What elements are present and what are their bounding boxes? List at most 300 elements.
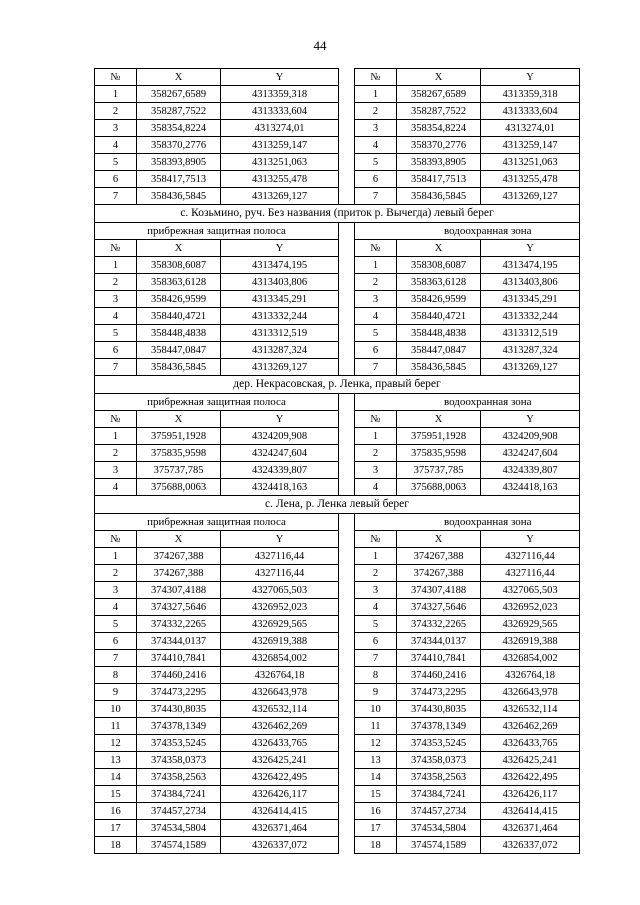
y-coordinate-left: 4313274,01	[221, 120, 339, 137]
x-coordinate-left: 374307,4188	[137, 582, 221, 599]
y-coordinate-right: 4326952,023	[481, 599, 580, 616]
y-coordinate-right: 4326426,117	[481, 786, 580, 803]
y-coordinate-left: 4326462,269	[221, 718, 339, 735]
x-coordinate-left: 358370,2776	[137, 137, 221, 154]
y-coordinate-left: 4326337,072	[221, 837, 339, 854]
y-coordinate-left: 4326414,415	[221, 803, 339, 820]
point-number-left: 2	[95, 445, 137, 462]
table-row	[95, 752, 580, 769]
point-number-right: 2	[355, 274, 397, 291]
x-coordinate-right: 358426,9599	[397, 291, 481, 308]
y-coordinate-left: 4313251,063	[221, 154, 339, 171]
y-coordinate-left: 4313345,291	[221, 291, 339, 308]
point-number-right: 4	[355, 308, 397, 325]
table-row	[95, 803, 580, 820]
table-row	[95, 445, 580, 462]
x-coordinate-right: 358417,7513	[397, 171, 481, 188]
point-number-left: 5	[95, 616, 137, 633]
column-gap	[339, 188, 355, 205]
header-y-left: Y	[221, 411, 339, 428]
point-number-right: 6	[355, 342, 397, 359]
column-gap	[339, 752, 355, 769]
point-number-left: 2	[95, 274, 137, 291]
x-coordinate-right: 374358,0373	[397, 752, 481, 769]
y-coordinate-right: 4327116,44	[481, 565, 580, 582]
header-y-right: Y	[481, 240, 580, 257]
column-gap	[339, 514, 355, 531]
y-coordinate-right: 4326532,114	[481, 701, 580, 718]
y-coordinate-left: 4313269,127	[221, 188, 339, 205]
section-title-row	[95, 205, 580, 223]
zone-label-blank	[355, 394, 397, 411]
column-gap	[339, 462, 355, 479]
column-gap	[339, 786, 355, 803]
column-gap	[339, 171, 355, 188]
x-coordinate-right: 374332,2265	[397, 616, 481, 633]
column-gap	[339, 735, 355, 752]
y-coordinate-left: 4324418,163	[221, 479, 339, 496]
x-coordinate-right: 358354,8224	[397, 120, 481, 137]
column-gap	[339, 240, 355, 257]
table-row	[95, 257, 580, 274]
column-gap	[339, 667, 355, 684]
y-coordinate-right: 4313255,478	[481, 171, 580, 188]
x-coordinate-left: 375688,0063	[137, 479, 221, 496]
y-coordinate-left: 4313333,604	[221, 103, 339, 120]
header-num-left: №	[95, 531, 137, 548]
header-y-right: Y	[481, 69, 580, 86]
x-coordinate-left: 374574,1589	[137, 837, 221, 854]
point-number-left: 6	[95, 171, 137, 188]
table-row	[95, 120, 580, 137]
point-number-right: 6	[355, 171, 397, 188]
x-coordinate-right: 358287,7522	[397, 103, 481, 120]
x-coordinate-left: 374267,388	[137, 565, 221, 582]
y-coordinate-right: 4326433,765	[481, 735, 580, 752]
point-number-right: 18	[355, 837, 397, 854]
column-gap	[339, 531, 355, 548]
y-coordinate-left: 4313287,324	[221, 342, 339, 359]
table-row	[95, 633, 580, 650]
table-row	[95, 308, 580, 325]
y-coordinate-left: 4326952,023	[221, 599, 339, 616]
x-coordinate-right: 374410,7841	[397, 650, 481, 667]
table-row	[95, 565, 580, 582]
x-coordinate-right: 374473,2295	[397, 684, 481, 701]
point-number-left: 16	[95, 803, 137, 820]
column-gap	[339, 120, 355, 137]
y-coordinate-left: 4313312,519	[221, 325, 339, 342]
column-gap	[339, 599, 355, 616]
table-row	[95, 137, 580, 154]
point-number-right: 12	[355, 735, 397, 752]
column-gap	[339, 616, 355, 633]
y-coordinate-left: 4324209,908	[221, 428, 339, 445]
x-coordinate-right: 358448,4838	[397, 325, 481, 342]
header-x-left: X	[137, 531, 221, 548]
y-coordinate-left: 4324339,807	[221, 462, 339, 479]
y-coordinate-left: 4326426,117	[221, 786, 339, 803]
column-gap	[339, 69, 355, 86]
header-y-right: Y	[481, 531, 580, 548]
column-gap	[339, 701, 355, 718]
column-gap	[339, 650, 355, 667]
y-coordinate-left: 4326929,565	[221, 616, 339, 633]
point-number-right: 9	[355, 684, 397, 701]
point-number-left: 8	[95, 667, 137, 684]
column-gap	[339, 257, 355, 274]
point-number-left: 5	[95, 154, 137, 171]
x-coordinate-right: 374267,388	[397, 565, 481, 582]
table-row	[95, 718, 580, 735]
zone-label-row	[95, 514, 580, 531]
point-number-right: 15	[355, 786, 397, 803]
x-coordinate-right: 358363,6128	[397, 274, 481, 291]
point-number-left: 17	[95, 820, 137, 837]
coordinates-document	[94, 68, 579, 854]
zone-label-left: прибрежная защитная полоса	[95, 394, 339, 411]
x-coordinate-left: 358436,5845	[137, 359, 221, 376]
column-header-row	[95, 240, 580, 257]
y-coordinate-right: 4324209,908	[481, 428, 580, 445]
column-gap	[339, 837, 355, 854]
y-coordinate-left: 4326371,464	[221, 820, 339, 837]
y-coordinate-right: 4327116,44	[481, 548, 580, 565]
y-coordinate-right: 4313269,127	[481, 359, 580, 376]
column-gap	[339, 684, 355, 701]
point-number-left: 2	[95, 565, 137, 582]
header-num-left: №	[95, 411, 137, 428]
x-coordinate-right: 358436,5845	[397, 188, 481, 205]
column-header-row	[95, 531, 580, 548]
y-coordinate-left: 4313474,195	[221, 257, 339, 274]
point-number-right: 3	[355, 582, 397, 599]
y-coordinate-left: 4313269,127	[221, 359, 339, 376]
y-coordinate-right: 4313287,324	[481, 342, 580, 359]
y-coordinate-right: 4324247,604	[481, 445, 580, 462]
point-number-left: 18	[95, 837, 137, 854]
x-coordinate-left: 374267,388	[137, 548, 221, 565]
x-coordinate-right: 374378,1349	[397, 718, 481, 735]
x-coordinate-left: 358363,6128	[137, 274, 221, 291]
table-row	[95, 428, 580, 445]
y-coordinate-right: 4326425,241	[481, 752, 580, 769]
zone-label-blank	[355, 223, 397, 240]
column-gap	[339, 718, 355, 735]
point-number-left: 9	[95, 684, 137, 701]
table-row	[95, 769, 580, 786]
table-row	[95, 325, 580, 342]
x-coordinate-left: 358426,9599	[137, 291, 221, 308]
header-y-left: Y	[221, 531, 339, 548]
point-number-right: 3	[355, 120, 397, 137]
x-coordinate-right: 358308,6087	[397, 257, 481, 274]
x-coordinate-right: 375835,9598	[397, 445, 481, 462]
header-x-right: X	[397, 240, 481, 257]
x-coordinate-left: 358417,7513	[137, 171, 221, 188]
x-coordinate-left: 358440,4721	[137, 308, 221, 325]
header-num-right: №	[355, 69, 397, 86]
zone-label-left: прибрежная защитная полоса	[95, 223, 339, 240]
x-coordinate-right: 374534,5804	[397, 820, 481, 837]
point-number-right: 5	[355, 616, 397, 633]
x-coordinate-left: 358448,4838	[137, 325, 221, 342]
point-number-right: 1	[355, 257, 397, 274]
table-row	[95, 837, 580, 854]
y-coordinate-left: 4327065,503	[221, 582, 339, 599]
y-coordinate-left: 4313259,147	[221, 137, 339, 154]
x-coordinate-right: 374344,0137	[397, 633, 481, 650]
table-row	[95, 820, 580, 837]
table-row	[95, 701, 580, 718]
x-coordinate-left: 374457,2734	[137, 803, 221, 820]
point-number-right: 1	[355, 548, 397, 565]
point-number-left: 4	[95, 479, 137, 496]
y-coordinate-left: 4326854,002	[221, 650, 339, 667]
point-number-left: 1	[95, 257, 137, 274]
header-x-left: X	[137, 411, 221, 428]
y-coordinate-right: 4326337,072	[481, 837, 580, 854]
column-gap	[339, 445, 355, 462]
y-coordinate-left: 4313332,244	[221, 308, 339, 325]
x-coordinate-right: 374327,5646	[397, 599, 481, 616]
header-x-right: X	[397, 411, 481, 428]
x-coordinate-right: 358393,8905	[397, 154, 481, 171]
point-number-right: 3	[355, 462, 397, 479]
section-title: дер. Некрасовская, р. Ленка, правый берег	[95, 376, 580, 394]
x-coordinate-right: 374460,2416	[397, 667, 481, 684]
point-number-left: 4	[95, 137, 137, 154]
y-coordinate-right: 4326764,18	[481, 667, 580, 684]
x-coordinate-left: 374384,7241	[137, 786, 221, 803]
zone-label-right: водоохранная зона	[397, 223, 580, 240]
column-gap	[339, 223, 355, 240]
zone-label-left: прибрежная защитная полоса	[95, 514, 339, 531]
x-coordinate-right: 358436,5845	[397, 359, 481, 376]
column-gap	[339, 548, 355, 565]
x-coordinate-right: 374384,7241	[397, 786, 481, 803]
point-number-right: 3	[355, 291, 397, 308]
column-gap	[339, 820, 355, 837]
section-title: с. Козьмино, руч. Без названия (приток р. Вычегда) левый берег	[95, 205, 580, 223]
y-coordinate-right: 4327065,503	[481, 582, 580, 599]
header-num-right: №	[355, 411, 397, 428]
y-coordinate-left: 4326532,114	[221, 701, 339, 718]
point-number-right: 7	[355, 359, 397, 376]
y-coordinate-right: 4326919,388	[481, 633, 580, 650]
point-number-right: 10	[355, 701, 397, 718]
header-x-left: X	[137, 69, 221, 86]
point-number-left: 7	[95, 359, 137, 376]
column-gap	[339, 803, 355, 820]
x-coordinate-right: 374267,388	[397, 548, 481, 565]
point-number-right: 17	[355, 820, 397, 837]
y-coordinate-right: 4313332,244	[481, 308, 580, 325]
point-number-right: 16	[355, 803, 397, 820]
table-row	[95, 684, 580, 701]
y-coordinate-right: 4313403,806	[481, 274, 580, 291]
x-coordinate-left: 375737,785	[137, 462, 221, 479]
x-coordinate-left: 375951,1928	[137, 428, 221, 445]
x-coordinate-right: 358440,4721	[397, 308, 481, 325]
point-number-right: 4	[355, 599, 397, 616]
point-number-right: 6	[355, 633, 397, 650]
point-number-left: 3	[95, 120, 137, 137]
column-gap	[339, 342, 355, 359]
table-row	[95, 103, 580, 120]
point-number-right: 11	[355, 718, 397, 735]
point-number-left: 4	[95, 308, 137, 325]
column-gap	[339, 154, 355, 171]
column-gap	[339, 291, 355, 308]
point-number-left: 7	[95, 188, 137, 205]
zone-label-right: водоохранная зона	[397, 514, 580, 531]
coordinates-table	[94, 68, 580, 854]
point-number-left: 6	[95, 633, 137, 650]
point-number-left: 4	[95, 599, 137, 616]
column-gap	[339, 769, 355, 786]
column-gap	[339, 394, 355, 411]
header-y-left: Y	[221, 240, 339, 257]
y-coordinate-left: 4326425,241	[221, 752, 339, 769]
y-coordinate-left: 4326433,765	[221, 735, 339, 752]
point-number-right: 4	[355, 479, 397, 496]
table-row	[95, 616, 580, 633]
x-coordinate-right: 358267,6589	[397, 86, 481, 103]
column-gap	[339, 308, 355, 325]
x-coordinate-right: 375951,1928	[397, 428, 481, 445]
zone-label-blank	[355, 514, 397, 531]
x-coordinate-left: 374353,5245	[137, 735, 221, 752]
x-coordinate-left: 375835,9598	[137, 445, 221, 462]
column-gap	[339, 359, 355, 376]
x-coordinate-right: 375688,0063	[397, 479, 481, 496]
column-gap	[339, 86, 355, 103]
y-coordinate-right: 4324418,163	[481, 479, 580, 496]
page-number: 44	[313, 38, 327, 53]
x-coordinate-right: 374457,2734	[397, 803, 481, 820]
table-row	[95, 188, 580, 205]
x-coordinate-right: 375737,785	[397, 462, 481, 479]
x-coordinate-right: 374574,1589	[397, 837, 481, 854]
table-row	[95, 342, 580, 359]
point-number-right: 5	[355, 325, 397, 342]
table-row	[95, 667, 580, 684]
point-number-left: 14	[95, 769, 137, 786]
point-number-right: 5	[355, 154, 397, 171]
x-coordinate-right: 374430,8035	[397, 701, 481, 718]
section-title-row	[95, 376, 580, 394]
x-coordinate-left: 358267,6589	[137, 86, 221, 103]
x-coordinate-left: 374344,0137	[137, 633, 221, 650]
y-coordinate-right: 4326371,464	[481, 820, 580, 837]
header-x-right: X	[397, 69, 481, 86]
table-row	[95, 599, 580, 616]
table-row	[95, 650, 580, 667]
y-coordinate-left: 4327116,44	[221, 565, 339, 582]
y-coordinate-right: 4313312,519	[481, 325, 580, 342]
column-gap	[339, 479, 355, 496]
x-coordinate-left: 374378,1349	[137, 718, 221, 735]
table-row	[95, 735, 580, 752]
point-number-right: 4	[355, 137, 397, 154]
y-coordinate-right: 4326854,002	[481, 650, 580, 667]
y-coordinate-right: 4313474,195	[481, 257, 580, 274]
table-row	[95, 462, 580, 479]
y-coordinate-right: 4324339,807	[481, 462, 580, 479]
column-gap	[339, 103, 355, 120]
point-number-right: 7	[355, 650, 397, 667]
y-coordinate-right: 4326462,269	[481, 718, 580, 735]
point-number-left: 10	[95, 701, 137, 718]
column-gap	[339, 428, 355, 445]
table-row	[95, 786, 580, 803]
table-row	[95, 479, 580, 496]
table-row	[95, 86, 580, 103]
x-coordinate-left: 358354,8224	[137, 120, 221, 137]
point-number-right: 2	[355, 445, 397, 462]
zone-label-row	[95, 223, 580, 240]
x-coordinate-left: 358308,6087	[137, 257, 221, 274]
column-gap	[339, 274, 355, 291]
header-x-right: X	[397, 531, 481, 548]
header-y-right: Y	[481, 411, 580, 428]
y-coordinate-left: 4326919,388	[221, 633, 339, 650]
table-row	[95, 359, 580, 376]
point-number-left: 3	[95, 291, 137, 308]
header-num-right: №	[355, 531, 397, 548]
table-row	[95, 274, 580, 291]
point-number-right: 13	[355, 752, 397, 769]
y-coordinate-right: 4326422,495	[481, 769, 580, 786]
y-coordinate-left: 4326764,18	[221, 667, 339, 684]
y-coordinate-right: 4313345,291	[481, 291, 580, 308]
x-coordinate-left: 374358,0373	[137, 752, 221, 769]
point-number-right: 14	[355, 769, 397, 786]
y-coordinate-right: 4313359,318	[481, 86, 580, 103]
y-coordinate-right: 4313259,147	[481, 137, 580, 154]
point-number-left: 2	[95, 103, 137, 120]
y-coordinate-left: 4327116,44	[221, 548, 339, 565]
y-coordinate-right: 4326929,565	[481, 616, 580, 633]
x-coordinate-left: 374410,7841	[137, 650, 221, 667]
point-number-left: 5	[95, 325, 137, 342]
point-number-right: 1	[355, 86, 397, 103]
point-number-left: 11	[95, 718, 137, 735]
x-coordinate-left: 374473,2295	[137, 684, 221, 701]
y-coordinate-right: 4326643,978	[481, 684, 580, 701]
point-number-left: 7	[95, 650, 137, 667]
x-coordinate-left: 374358,2563	[137, 769, 221, 786]
section-title-row	[95, 496, 580, 514]
column-gap	[339, 411, 355, 428]
point-number-left: 6	[95, 342, 137, 359]
table-row	[95, 548, 580, 565]
point-number-right: 2	[355, 103, 397, 120]
table-row	[95, 582, 580, 599]
y-coordinate-left: 4326643,978	[221, 684, 339, 701]
header-num-right: №	[355, 240, 397, 257]
point-number-right: 7	[355, 188, 397, 205]
table-row	[95, 171, 580, 188]
y-coordinate-left: 4324247,604	[221, 445, 339, 462]
point-number-left: 13	[95, 752, 137, 769]
x-coordinate-right: 358370,2776	[397, 137, 481, 154]
x-coordinate-left: 374534,5804	[137, 820, 221, 837]
point-number-right: 1	[355, 428, 397, 445]
y-coordinate-right: 4313269,127	[481, 188, 580, 205]
point-number-left: 1	[95, 428, 137, 445]
